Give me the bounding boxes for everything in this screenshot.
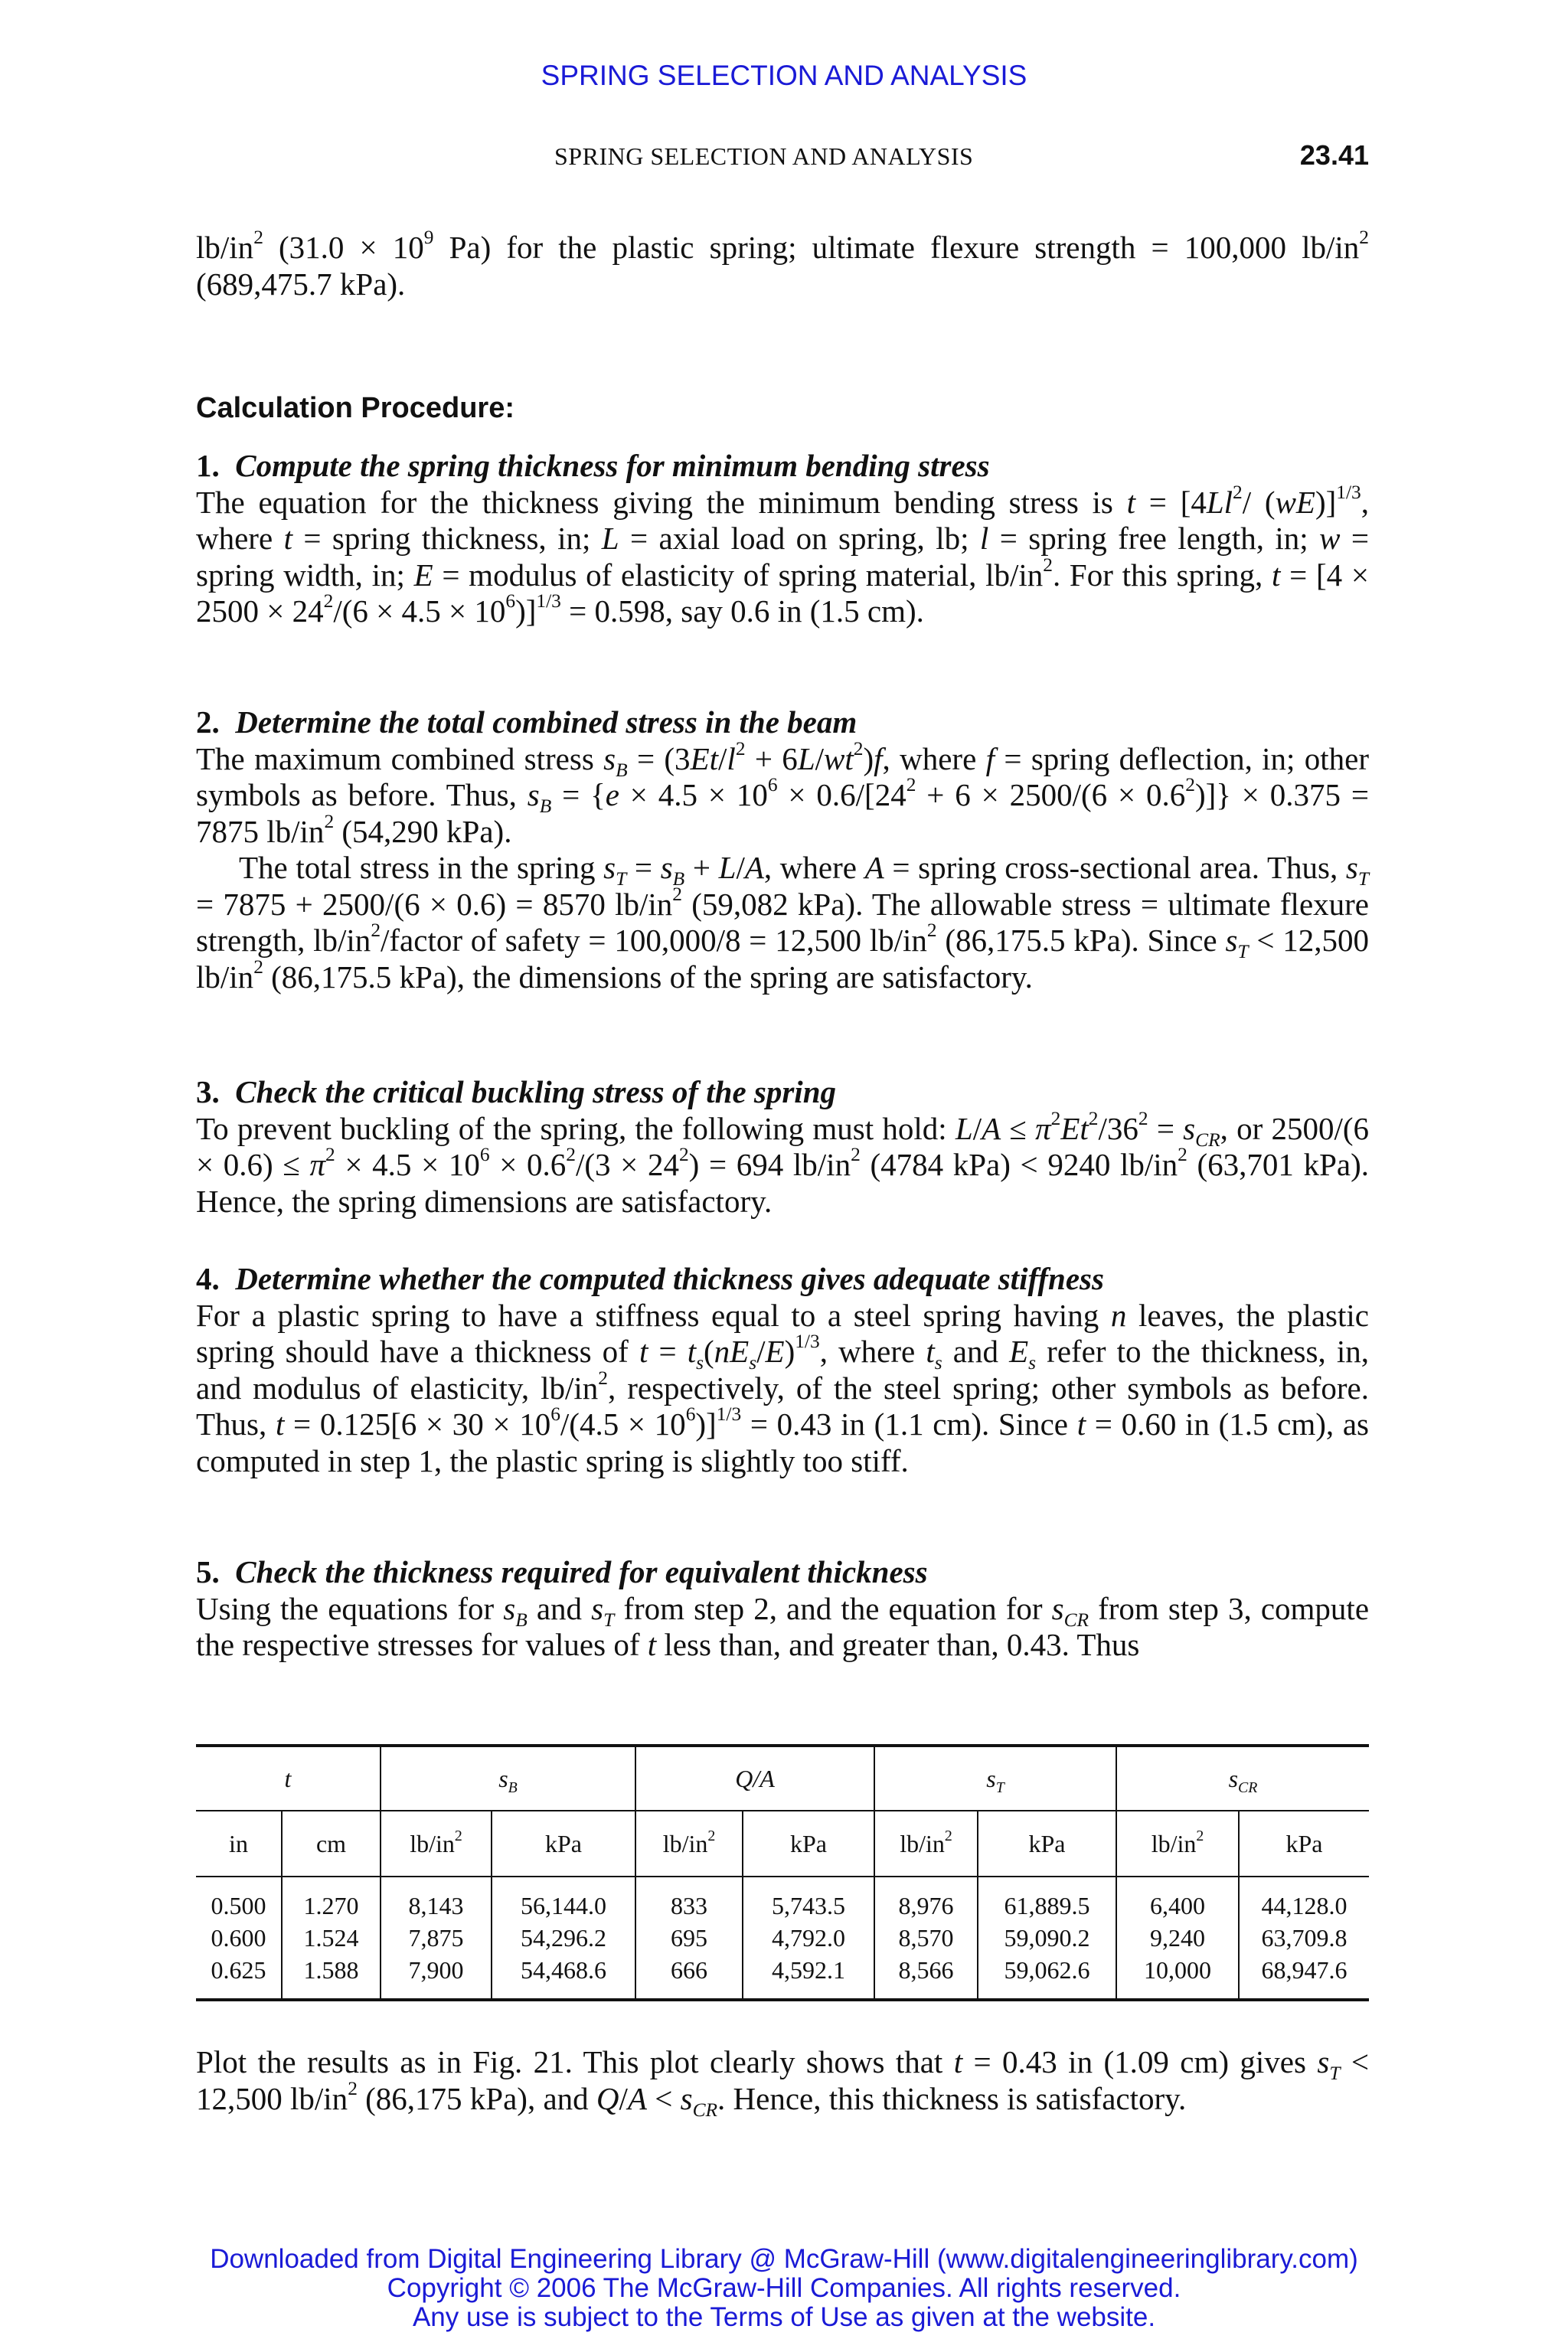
table-cell: 68,947.6 (1239, 1954, 1369, 2000)
intro-paragraph: $lb/in^2$ ($31.0 \times 10^9$ Pa) for the plastic spring; ultimate flexure strength = 100,000 $lb/in^2$ (689,475.7 kPa). (196, 226, 1369, 302)
step-1-text: The equation for the thickness giving the minimum bending stress is $t = [4Ll^2/$ (wE)]$^{1/3}$, where t = spring thickness, in; L = axial load on spring, lb; l = spring free length, in; w = spring width, in; E = modulus of elasticity of spring material, $lb/in^2$. For this spring, $t = [4 \times 2500 \times 24^2/(6 \times 4.5 \times 10^6)]^{1/3} = 0.598$, say 0.6 in (1.5 cm). (196, 481, 1370, 629)
unit-header: cm (282, 1811, 381, 1877)
table-cell: 4,592.1 (743, 1954, 874, 2000)
unit-header: $lb/in^2$ (874, 1811, 978, 1877)
col-group-qa: Q/A (635, 1746, 874, 1811)
step-4-text: For a plastic spring to have a stiffness equal to a steel spring having n leaves, the plastic spring should have a thickness of $t = t_s(nE_s/E)^{1/3}$, where $t_s$ and $E_s$ refer to the thickness, in, and modulus of elasticity, $lb/in^2$, respectively, of the steel spring; other symbols as before. Thus, $t = 0.125[6 \times 30 \times 10^6/(4.5 \times 10^6)]^{1/3} = 0.43$ in (1.1 cm). Since t = 0.60 in (1.5 cm), as computed in step 1, the plastic spring is slightly too stiff. (196, 1297, 1370, 1478)
unit-header: $lb/in^2$ (1116, 1811, 1239, 1877)
unit-header: kPa (743, 1811, 874, 1877)
running-head-title: SPRING SELECTION AND ANALYSIS (554, 142, 974, 170)
table-cell: 7,875 (381, 1922, 492, 1954)
footer-copyright: Copyright © 2006 The McGraw-Hill Companies. All rights reserved. (387, 2273, 1181, 2303)
calculation-procedure-heading: Calculation Procedure: (196, 392, 514, 424)
table-cell: 8,976 (874, 1877, 978, 1922)
step-3 (196, 1074, 1369, 1220)
unit-header: in (196, 1811, 282, 1877)
table-cell: 9,240 (1116, 1922, 1239, 1954)
table-cell: 5,743.5 (743, 1877, 874, 1922)
step-1 (196, 448, 1369, 630)
col-group-sb: $s_B$ (381, 1746, 635, 1811)
step-number: 4. (196, 1261, 220, 1296)
table-cell: 61,889.5 (978, 1877, 1116, 1922)
table-cell: 4,792.0 (743, 1922, 874, 1954)
table-row (196, 1954, 1369, 2000)
banner-title: SPRING SELECTION AND ANALYSIS (541, 60, 1027, 91)
table-cell: 0.600 (211, 1923, 266, 1952)
step-2 (196, 704, 1369, 995)
table-cell: 0.500 (211, 1891, 266, 1919)
footer-link[interactable]: Downloaded from Digital Engineering Library @ McGraw-Hill (www.digitalengineeringlibrary.com) (210, 2244, 1358, 2274)
table-cell: 0.625 (196, 1954, 282, 2000)
step-number: 3. (196, 1074, 220, 1109)
step-title: Check the critical buckling stress of the spring (235, 1074, 836, 1109)
footer-notice (0, 2245, 1568, 2332)
step-4 (196, 1261, 1369, 1479)
table-cell: 56,144.0 (492, 1877, 635, 1922)
table-cell: 666 (635, 1954, 743, 2000)
table-row (196, 1922, 1369, 1954)
unit-header: kPa (1239, 1811, 1369, 1877)
table-cell: 54,468.6 (492, 1954, 635, 2000)
step-3-text: To prevent buckling of the spring, the following must hold: $L/A \le \pi^2Et^2/36^2 = s_{CR}$, or $2500/(6 \times 0.6) \le \pi^2 \times 4.5 \times 10^6 \times 0.6^2/(3 \times 24^2) = 694$ $lb/in^2$ (4784 kPa) < 9240 $lb/in^2$ (63,701 kPa). Hence, the spring dimensions are satisfactory. (196, 1107, 1370, 1219)
step-title: Determine whether the computed thickness gives adequate stiffness (235, 1261, 1104, 1296)
unit-header: kPa (492, 1811, 635, 1877)
table-cell: 7,900 (381, 1954, 492, 2000)
table-cell: 54,296.2 (492, 1922, 635, 1954)
table-cell: 1.270 (282, 1877, 381, 1922)
step-5 (196, 1554, 1369, 1664)
table-cell: 833 (635, 1877, 743, 1922)
col-group-t: t (196, 1746, 381, 1811)
table-cell: 8,566 (874, 1954, 978, 2000)
table-cell: 6,400 (1116, 1877, 1239, 1922)
table-cell: 44,128.0 (1239, 1877, 1369, 1922)
step-title: Compute the spring thickness for minimum bending stress (235, 448, 990, 483)
table-cell: 8,570 (874, 1922, 978, 1954)
step-2-text-b: The total stress in the spring $s_T = s_B + L/A$, where A = spring cross-sectional area. Thus, $s_T = 7875 + 2500/(6 \times 0.6) = 8570$ $lb/in^2$ (59,082 kPa). The allowable stress = ultimate flexure strength, $lb/in^2$/factor of safety = 100,000/8 = 12,500 $lb/in^2$ (86,175.5 kPa). Since $s_T < 12,500$ $lb/in^2$ (86,175.5 kPa), the dimensions of the spring are satisfactory. (196, 850, 1370, 995)
table-cell: 59,090.2 (978, 1922, 1116, 1954)
unit-header: kPa (978, 1811, 1116, 1877)
table-cell: 1.588 (282, 1954, 381, 2000)
table-cell: 59,062.6 (978, 1954, 1116, 2000)
step-title: Check the thickness required for equivalent thickness (235, 1554, 928, 1589)
stress-table (196, 1744, 1369, 2001)
table-cell: 63,709.8 (1239, 1922, 1369, 1954)
step-title: Determine the total combined stress in the beam (235, 704, 858, 740)
table-cell: 1.524 (282, 1922, 381, 1954)
table-cell: 8,143 (381, 1877, 492, 1922)
step-number: 2. (196, 704, 220, 740)
closing-paragraph: Plot the results as in Fig. 21. This plot clearly shows that t = 0.43 in (1.09 cm) gives $s_T < 12,500$ $lb/in^2$ (86,175 kPa), and $Q/A < s_{CR}$. Hence, this thickness is satisfactory. (196, 2044, 1369, 2121)
table-row (196, 1877, 1369, 1922)
step-2-text: The maximum combined stress $s_B = (3Et/l^2 + 6L/wt^2)f$, where f = spring deflection, in; other symbols as before. Thus, $s_B = \{e \times 4.5 \times 10^6 \times 0.6/[24^2 + 6 \times 2500/(6 \times 0.6^2)]\} \times 0.375 = 7875$ $lb/in^2$ (54,290 kPa). (196, 737, 1369, 849)
step-number: 5. (196, 1554, 220, 1589)
unit-header: $lb/in^2$ (381, 1811, 492, 1877)
table-cell: 10,000 (1116, 1954, 1239, 2000)
unit-header: $lb/in^2$ (635, 1811, 743, 1877)
col-group-st: $s_T$ (874, 1746, 1116, 1811)
table-cell: 695 (635, 1922, 743, 1954)
page-number: 23.41 (1299, 139, 1369, 171)
col-group-scr: $s_{CR}$ (1116, 1746, 1369, 1811)
footer-terms: Any use is subject to the Terms of Use as given at the website. (412, 2302, 1156, 2332)
step-number: 1. (196, 448, 220, 483)
step-5-text: Using the equations for $s_B$ and $s_T$ from step 2, and the equation for $s_{CR}$ from step 3, compute the respective stresses for values of t less than, and greater than, 0.43. Thus (196, 1590, 1370, 1662)
